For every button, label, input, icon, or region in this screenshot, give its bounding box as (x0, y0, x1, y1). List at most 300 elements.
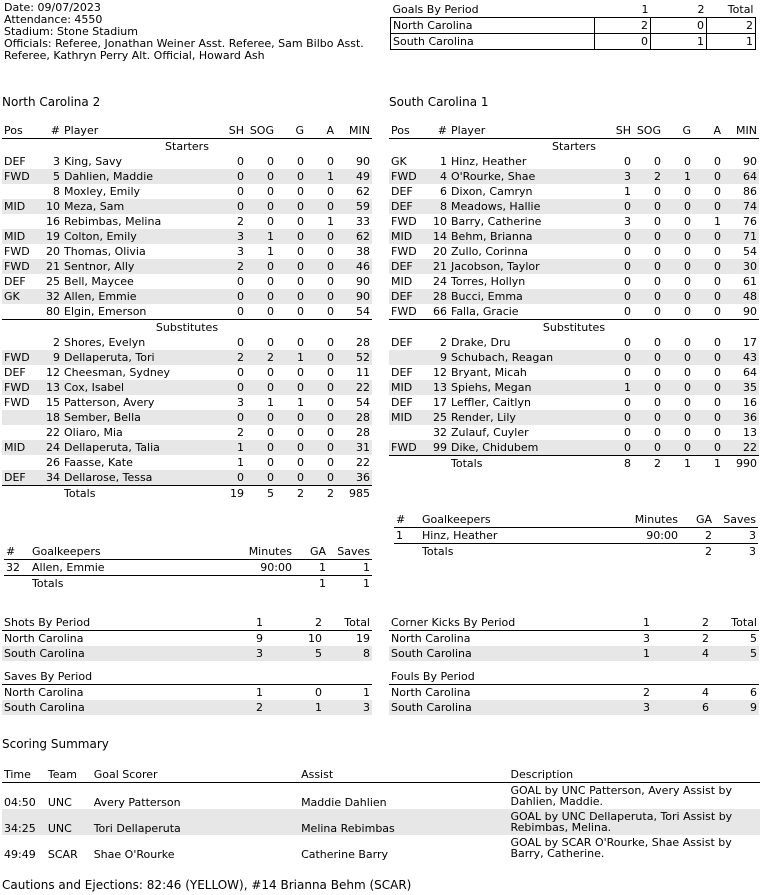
totals-value: 2 (297, 487, 304, 500)
player-sh: 0 (624, 336, 631, 349)
column-header-sh: SH (603, 123, 633, 139)
player-pos: DEF (4, 155, 26, 168)
player-pos (2, 455, 40, 470)
player-number: 8 (427, 199, 449, 214)
player-pos: MID (2, 440, 40, 455)
player-name: Drake, Dru (451, 336, 511, 349)
cautions-label: Cautions and Ejections: (2, 878, 143, 892)
period-col (206, 669, 265, 685)
player-pos: MID (389, 229, 427, 244)
goal-team: UNC (46, 809, 92, 835)
period-value: 6 (750, 686, 757, 699)
player-pos: DEF (2, 470, 40, 486)
gk-column-saves: Saves (714, 512, 758, 528)
player-row (389, 440, 759, 456)
gbp-row (391, 34, 756, 50)
player-name: Dellarose, Tessa (62, 470, 216, 486)
player-name: Sentnor, Ally (62, 259, 216, 274)
column-header-player: Player (449, 123, 603, 139)
player-number: 15 (46, 396, 60, 409)
player-min: 11 (356, 366, 370, 379)
player-g: 0 (297, 426, 304, 439)
player-number: 25 (46, 275, 60, 288)
period-value: 1 (265, 700, 324, 715)
player-sh: 0 (216, 470, 246, 486)
player-sog: 0 (267, 185, 274, 198)
player-name: Hinz, Heather (451, 155, 527, 168)
player-sog: 0 (633, 259, 663, 274)
period-col: 2 (265, 615, 324, 631)
period-row (389, 685, 759, 701)
player-a: 0 (327, 245, 334, 258)
player-sog: 0 (654, 366, 661, 379)
player-sog: 0 (633, 380, 663, 395)
player-min: 13 (743, 426, 757, 439)
player-name: Bell, Maycee (64, 275, 134, 288)
player-pos: DEF (4, 366, 26, 379)
player-a: 0 (693, 350, 723, 365)
player-name: Dike, Chidubem (449, 440, 603, 456)
totals-value: 19 (230, 487, 244, 500)
player-number: 2 (53, 336, 60, 349)
goal-scorer: Avery Patterson (93, 796, 181, 809)
player-a: 0 (693, 289, 723, 304)
player-sh: 0 (624, 396, 631, 409)
player-min: 49 (336, 169, 372, 184)
player-min: 90 (336, 289, 372, 304)
player-a: 0 (306, 350, 336, 365)
goal-assist: Catherine Barry (301, 848, 388, 861)
period-value: 1 (593, 646, 652, 661)
period-value: 6 (652, 700, 711, 715)
gk-number: 32 (4, 560, 30, 576)
player-name: Patterson, Avery (64, 396, 155, 409)
totals-row (2, 486, 372, 502)
column-header-sog: SOG (246, 123, 276, 139)
player-pos: DEF (391, 185, 413, 198)
player-min: 46 (336, 259, 372, 274)
player-g: 0 (297, 336, 304, 349)
player-a: 0 (714, 185, 721, 198)
player-row (2, 304, 372, 320)
player-a: 0 (714, 336, 721, 349)
player-sh: 0 (603, 199, 633, 214)
player-number: 4 (427, 169, 449, 184)
period-value: 5 (750, 632, 757, 645)
period-value: 1 (363, 686, 370, 699)
player-row (389, 259, 759, 274)
player-sog: 0 (246, 169, 276, 184)
player-g: 0 (684, 396, 691, 409)
period-col: 2 (652, 615, 711, 631)
player-row (389, 425, 759, 440)
period-team: South Carolina (389, 700, 593, 715)
period-team: North Carolina (391, 632, 471, 645)
gk-column-minutes: Minutes (214, 544, 294, 560)
section-label: Substitutes (542, 321, 606, 334)
goals-by-period-table (390, 2, 756, 50)
goal-assist: Maddie Dahlien (301, 796, 387, 809)
period-value: 19 (356, 632, 370, 645)
period-title: Corner Kicks By Period (389, 615, 593, 631)
player-row (2, 350, 372, 365)
column-header-a: A (693, 123, 723, 139)
player-row (389, 169, 759, 184)
period-col: 1 (206, 615, 265, 631)
totals-spacer (40, 486, 62, 502)
player-g: 0 (297, 366, 304, 379)
player-g: 0 (276, 169, 306, 184)
player-row (389, 380, 759, 395)
period-row (2, 631, 372, 647)
player-number: 25 (427, 410, 449, 425)
player-min: 62 (336, 229, 372, 244)
player-sh: 2 (216, 259, 246, 274)
game-officials (4, 38, 384, 62)
player-a: 0 (306, 304, 336, 320)
player-g: 0 (684, 215, 691, 228)
period-col (265, 669, 324, 685)
player-a: 0 (306, 289, 336, 304)
player-min: 22 (723, 440, 759, 456)
player-sh: 0 (216, 169, 246, 184)
player-row (2, 199, 372, 214)
scar-roster-table (389, 123, 759, 471)
player-sh: 2 (216, 350, 246, 365)
player-sh: 0 (624, 366, 631, 379)
unc-roster-table (2, 123, 372, 501)
player-min: 28 (356, 426, 370, 439)
player-min: 54 (356, 396, 370, 409)
player-a: 0 (306, 229, 336, 244)
period-value: 2 (643, 686, 650, 699)
gk-name: Hinz, Heather (420, 528, 604, 544)
player-sh: 1 (624, 185, 631, 198)
player-sog: 0 (633, 199, 663, 214)
player-sh: 0 (603, 410, 633, 425)
player-number: 19 (40, 229, 62, 244)
period-value: 3 (324, 700, 372, 715)
player-pos (2, 425, 40, 440)
player-g: 0 (276, 229, 306, 244)
player-g: 0 (276, 259, 306, 274)
game-date: Date: 09/07/2023 (4, 1, 101, 14)
player-sh: 3 (237, 245, 244, 258)
player-min: 22 (356, 456, 370, 469)
player-min: 36 (723, 410, 759, 425)
player-g: 0 (276, 304, 306, 320)
player-a: 0 (693, 199, 723, 214)
player-number: 20 (433, 245, 447, 258)
column-header-num: # (427, 123, 449, 139)
section-label-row (2, 320, 372, 336)
gbp-val: 1 (707, 34, 756, 50)
scoring-column-header: Description (508, 767, 760, 783)
player-sh: 0 (624, 275, 631, 288)
cautions-text: 82:46 (YELLOW), #14 Brianna Behm (SCAR) (146, 878, 412, 892)
period-col: 1 (593, 615, 652, 631)
column-header-g: G (663, 123, 693, 139)
section-label-row (389, 139, 759, 155)
player-sog: 0 (246, 440, 276, 455)
player-g: 0 (297, 275, 304, 288)
player-pos: DEF (391, 366, 413, 379)
gk-column-name: Goalkeepers (30, 544, 214, 560)
period-col: Total (324, 615, 372, 631)
period-value: 4 (702, 686, 709, 699)
player-sh: 0 (216, 304, 246, 320)
player-name: Leffler, Caitlyn (451, 396, 531, 409)
player-g: 1 (663, 169, 693, 184)
period-row (389, 700, 759, 715)
goal-scorer: Tori Dellaperuta (92, 809, 299, 835)
gbp-row (391, 18, 756, 34)
player-pos: FWD (2, 380, 40, 395)
player-name: Bryant, Micah (451, 366, 527, 379)
player-g: 0 (297, 245, 304, 258)
player-min: 90 (723, 304, 759, 320)
totals-row (389, 456, 759, 472)
player-number: 13 (427, 380, 449, 395)
player-sog: 0 (267, 456, 274, 469)
gbp-val: 0 (651, 18, 707, 34)
player-sog: 1 (246, 229, 276, 244)
player-g: 0 (663, 229, 693, 244)
gk-row (4, 560, 372, 576)
player-pos: MID (389, 410, 427, 425)
player-name: Faasse, Kate (64, 456, 133, 469)
player-sh: 0 (624, 245, 631, 258)
player-sog: 0 (654, 275, 661, 288)
player-row (389, 244, 759, 259)
player-sog: 0 (267, 215, 274, 228)
player-min: 76 (743, 215, 757, 228)
period-row (2, 700, 372, 715)
totals-value: 1 (714, 457, 721, 470)
player-min: 62 (356, 185, 370, 198)
gk-header-row (4, 544, 372, 560)
gk-minutes: 90:00 (604, 528, 680, 544)
player-row (389, 304, 759, 320)
gk-totals-saves: 3 (749, 545, 756, 558)
player-a: 0 (693, 440, 723, 456)
player-min: 35 (723, 380, 759, 395)
player-g: 0 (297, 215, 304, 228)
player-g: 0 (663, 289, 693, 304)
period-header-row (2, 669, 372, 685)
player-row (389, 184, 759, 199)
player-sog: 0 (246, 470, 276, 486)
scoring-summary-table (2, 767, 760, 861)
player-sh: 0 (603, 350, 633, 365)
player-a: 0 (714, 396, 721, 409)
player-g: 0 (297, 185, 304, 198)
player-number: 99 (427, 440, 449, 456)
player-name: Rebimbas, Melina (64, 215, 162, 228)
player-number: 26 (46, 456, 60, 469)
scoring-row (2, 835, 760, 861)
section-label-row (389, 320, 759, 336)
player-number: 20 (46, 245, 60, 258)
player-pos: FWD (391, 215, 417, 228)
player-sog: 0 (654, 215, 661, 228)
player-sog: 0 (633, 410, 663, 425)
player-name: Moxley, Emily (64, 185, 141, 198)
player-name: Dixon, Camryn (451, 185, 533, 198)
period-col (711, 669, 759, 685)
player-sh: 3 (603, 169, 633, 184)
player-sh: 0 (237, 366, 244, 379)
player-sog: 0 (633, 304, 663, 320)
gk-saves: 3 (714, 528, 758, 544)
player-name: Dahlien, Maddie (62, 169, 216, 184)
player-g: 0 (663, 380, 693, 395)
goal-time: 04:50 (4, 796, 36, 809)
player-min: 33 (356, 215, 370, 228)
gbp-val: 2 (595, 18, 651, 34)
period-team: South Carolina (2, 700, 206, 715)
player-pos: FWD (4, 245, 30, 258)
player-pos: MID (389, 380, 427, 395)
player-number: 12 (46, 366, 60, 379)
player-min: 64 (723, 169, 759, 184)
player-row (2, 365, 372, 380)
scoring-column-header: Team (46, 767, 92, 783)
player-g: 0 (276, 440, 306, 455)
gk-column-saves: Saves (328, 544, 372, 560)
player-row (2, 169, 372, 184)
period-value: 2 (206, 700, 265, 715)
player-sh: 0 (603, 259, 633, 274)
player-min: 28 (336, 410, 372, 425)
player-min: 90 (356, 275, 370, 288)
player-a: 0 (693, 169, 723, 184)
player-sh: 0 (216, 289, 246, 304)
player-pos: FWD (2, 259, 40, 274)
player-sh: 0 (603, 289, 633, 304)
gk-number: 1 (394, 528, 420, 544)
player-a: 0 (327, 185, 334, 198)
period-team: North Carolina (4, 686, 84, 699)
column-header-num: # (40, 123, 62, 139)
cautions-line (2, 878, 411, 892)
player-a: 0 (306, 259, 336, 274)
player-pos (389, 350, 427, 365)
player-name: Allen, Emmie (62, 289, 216, 304)
player-sog: 0 (654, 426, 661, 439)
player-name: Cheesman, Sydney (64, 366, 171, 379)
player-g: 0 (684, 245, 691, 258)
player-a: 0 (306, 440, 336, 455)
player-name: Oliaro, Mia (64, 426, 123, 439)
gk-totals-ga: 1 (319, 577, 326, 590)
player-a: 1 (714, 215, 721, 228)
player-pos (2, 410, 40, 425)
player-row (2, 335, 372, 350)
player-sh: 0 (603, 304, 633, 320)
section-label: Starters (165, 140, 209, 153)
player-row (389, 335, 759, 350)
period-title: Shots By Period (2, 615, 206, 631)
player-sh: 0 (624, 426, 631, 439)
player-a: 0 (693, 304, 723, 320)
player-min: 43 (723, 350, 759, 365)
period-row (2, 646, 372, 661)
player-sh: 0 (237, 336, 244, 349)
period-col (324, 669, 372, 685)
player-g: 0 (684, 155, 691, 168)
player-sog: 0 (246, 304, 276, 320)
player-a: 0 (327, 336, 334, 349)
player-number: 32 (433, 426, 447, 439)
totals-spacer (389, 456, 427, 472)
player-name: Falla, Gracie (449, 304, 603, 320)
totals-value: 2 (654, 457, 661, 470)
player-name: Render, Lily (449, 410, 603, 425)
player-row (2, 184, 372, 199)
scoring-row (2, 809, 760, 835)
gbp-title: Goals By Period (391, 2, 595, 18)
player-row (2, 154, 372, 169)
player-sog: 0 (246, 410, 276, 425)
player-row (2, 410, 372, 425)
player-g: 0 (276, 410, 306, 425)
period-team: North Carolina (391, 686, 471, 699)
player-g: 1 (276, 350, 306, 365)
gk-row (394, 528, 758, 544)
player-sh: 0 (237, 275, 244, 288)
gk-column-name: Goalkeepers (420, 512, 604, 528)
player-row (2, 425, 372, 440)
officials-text: Referee, Jonathan Weiner Asst. Referee, Sam Bilbo Asst. Referee, Kathryn Perry Alt. Official, Howard Ash (4, 37, 364, 62)
unc-goalkeepers-table (4, 544, 372, 591)
column-header-player: Player (62, 123, 216, 139)
gbp-col: Total (707, 2, 756, 18)
player-sog: 0 (246, 199, 276, 214)
scar-goalkeepers-table (394, 512, 758, 559)
player-min: 71 (723, 229, 759, 244)
gk-minutes: 90:00 (214, 560, 294, 576)
player-number: 22 (46, 426, 60, 439)
player-sog: 0 (246, 259, 276, 274)
gbp-team: South Carolina (391, 34, 595, 50)
player-number: 12 (433, 366, 447, 379)
player-a: 0 (693, 259, 723, 274)
player-min: 36 (336, 470, 372, 486)
totals-value: 2 (327, 487, 334, 500)
gbp-val: 1 (651, 34, 707, 50)
game-info (4, 2, 384, 62)
column-header-sog: SOG (633, 123, 663, 139)
player-g: 0 (276, 470, 306, 486)
player-a: 0 (306, 199, 336, 214)
player-min: 38 (356, 245, 370, 258)
corner-kicks-by-period-table (389, 615, 759, 661)
player-name: Barry, Catherine (451, 215, 542, 228)
period-team: South Carolina (389, 646, 593, 661)
period-team: North Carolina (4, 632, 84, 645)
player-min: 74 (723, 199, 759, 214)
player-row (2, 244, 372, 259)
goal-team: UNC (47, 796, 72, 809)
player-name: Meza, Sam (62, 199, 216, 214)
totals-value: 1 (684, 457, 691, 470)
player-sog: 0 (633, 350, 663, 365)
player-sh: 0 (237, 155, 244, 168)
player-number: 10 (433, 215, 447, 228)
player-row (2, 380, 372, 395)
roster-header-row (2, 123, 372, 139)
